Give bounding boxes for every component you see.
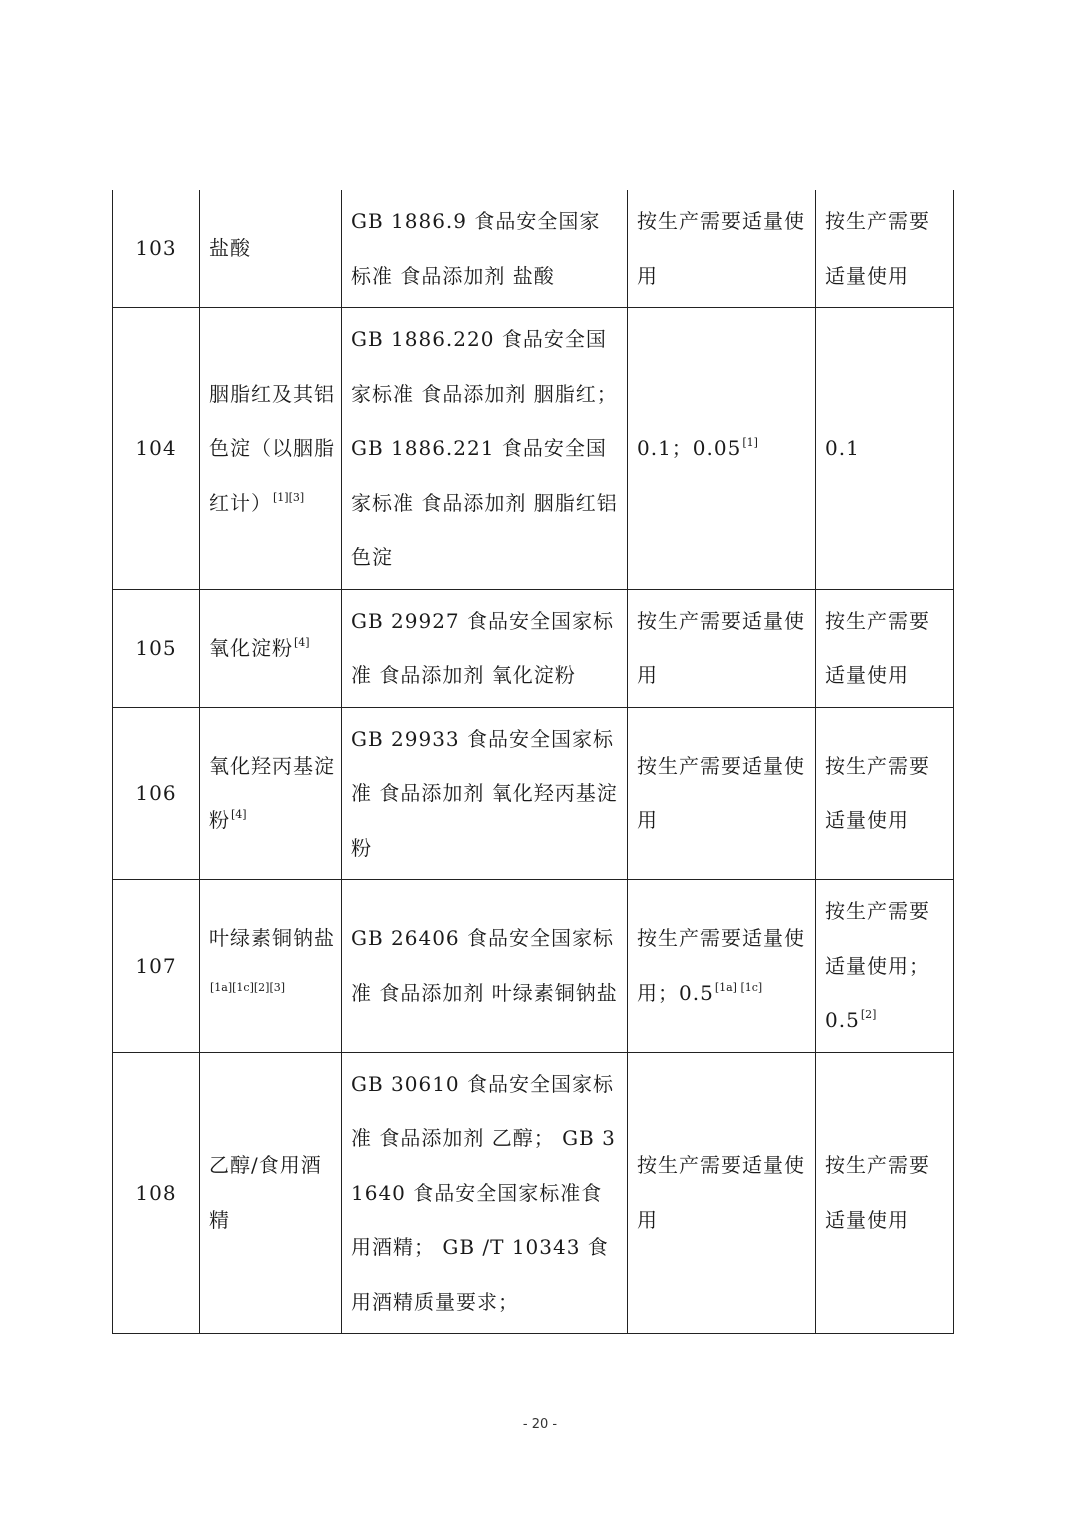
cell-max-usage-a — [628, 190, 816, 308]
cell-standard-text: GB 26406 食品安全国家标准 食品添加剂 叶绿素铜钠盐 — [351, 926, 618, 1005]
footnote-marker: [1a] [1c] — [714, 980, 763, 994]
cell-max-usage-b — [816, 880, 954, 1053]
cell-additive-name — [200, 707, 342, 880]
table-row — [113, 707, 954, 880]
footnote-marker: [2] — [860, 1008, 877, 1021]
cell-max-usage-a-text: 按生产需要适量使用 — [637, 209, 805, 288]
footnote-marker: [4] — [231, 808, 247, 822]
cell-additive-name-text: 胭脂红及其铝色淀（以胭脂红计） — [209, 381, 335, 515]
cell-standard — [342, 1052, 628, 1334]
cell-max-usage-b-text: 按生产需要适量使用 — [825, 753, 930, 833]
table-row — [113, 190, 954, 308]
cell-max-usage-a — [628, 1052, 816, 1334]
cell-additive-name — [200, 589, 342, 707]
cell-max-usage-b — [816, 707, 954, 880]
cell-number — [113, 589, 200, 707]
cell-number — [113, 880, 200, 1053]
cell-number — [113, 1052, 200, 1334]
cell-max-usage-b — [816, 190, 954, 308]
cell-additive-name-text: 氧化羟丙基淀粉 — [209, 753, 335, 833]
cell-additive-name — [200, 1052, 342, 1334]
cell-standard — [342, 308, 628, 590]
cell-standard — [342, 190, 628, 308]
additives-table-body — [113, 190, 954, 1334]
cell-additive-name-text: 盐酸 — [209, 236, 251, 261]
additives-table — [112, 190, 954, 1334]
cell-number — [113, 707, 200, 880]
cell-additive-name — [200, 880, 342, 1053]
cell-number-text: 103 — [135, 236, 177, 261]
table-row — [113, 880, 954, 1053]
footnote-marker: [4] — [294, 635, 310, 649]
cell-max-usage-b-text: 按生产需要适量使用；0.5 — [825, 899, 930, 1032]
table-row — [113, 1052, 954, 1334]
cell-max-usage-b-text: 按生产需要适量使用 — [825, 608, 930, 687]
cell-max-usage-a-text: 按生产需要适量使用；0.5 — [637, 926, 805, 1005]
cell-standard — [342, 707, 628, 880]
cell-max-usage-a-text: 按生产需要适量使用 — [637, 753, 805, 833]
cell-max-usage-b — [816, 308, 954, 590]
cell-additive-name-text: 氧化淀粉 — [209, 635, 293, 660]
cell-number — [113, 190, 200, 308]
table-row — [113, 308, 954, 590]
footnote-marker: [1][3] — [273, 490, 305, 504]
cell-max-usage-b-text: 按生产需要适量使用 — [825, 1153, 930, 1232]
cell-standard-text: GB 30610 食品安全国家标准 食品添加剂 乙醇； GB 31640 食品安全国家标准食用酒精； GB /T 10343 食用酒精质量要求； — [351, 1071, 616, 1314]
footnote-marker: [1] — [742, 436, 758, 449]
cell-max-usage-a-text: 按生产需要适量使用 — [637, 1153, 805, 1232]
table-row — [113, 589, 954, 707]
cell-max-usage-b — [816, 1052, 954, 1334]
cell-number-text: 107 — [135, 953, 177, 978]
cell-additive-name-text: 叶绿素铜钠盐 — [209, 926, 335, 951]
page-number: - 20 - — [522, 1417, 558, 1432]
cell-max-usage-a — [628, 880, 816, 1053]
cell-number-text: 104 — [135, 436, 177, 460]
cell-standard-text: GB 29927 食品安全国家标准 食品添加剂 氧化淀粉 — [351, 608, 615, 687]
cell-number-text: 105 — [135, 635, 177, 660]
cell-max-usage-a — [628, 707, 816, 880]
cell-max-usage-a — [628, 589, 816, 707]
cell-standard-text: GB 1886.220 食品安全国家标准 食品添加剂 胭脂红；GB 1886.221 食品安全国家标准 食品添加剂 胭脂红铝色淀 — [351, 327, 618, 569]
cell-number-text: 108 — [135, 1180, 177, 1205]
cell-standard — [342, 880, 628, 1053]
cell-standard — [342, 589, 628, 707]
cell-max-usage-a-text: 0.1；0.05 — [637, 436, 742, 460]
cell-max-usage-a-text: 按生产需要适量使用 — [637, 608, 805, 687]
cell-max-usage-b-text: 0.1 — [825, 436, 860, 460]
cell-number — [113, 308, 200, 590]
cell-additive-name-text: 乙醇/食用酒精 — [209, 1153, 322, 1232]
cell-standard-text: GB 1886.9 食品安全国家标准 食品添加剂 盐酸 — [351, 209, 601, 288]
cell-additive-name — [200, 308, 342, 590]
footnote-marker: [1a][1c][2][3] — [210, 980, 286, 994]
cell-max-usage-b-text: 按生产需要适量使用 — [825, 209, 930, 288]
cell-max-usage-a — [628, 308, 816, 590]
cell-additive-name — [200, 190, 342, 308]
cell-max-usage-b — [816, 589, 954, 707]
cell-number-text: 106 — [135, 781, 177, 805]
cell-standard-text: GB 29933 食品安全国家标准 食品添加剂 氧化羟丙基淀粉 — [351, 726, 618, 860]
